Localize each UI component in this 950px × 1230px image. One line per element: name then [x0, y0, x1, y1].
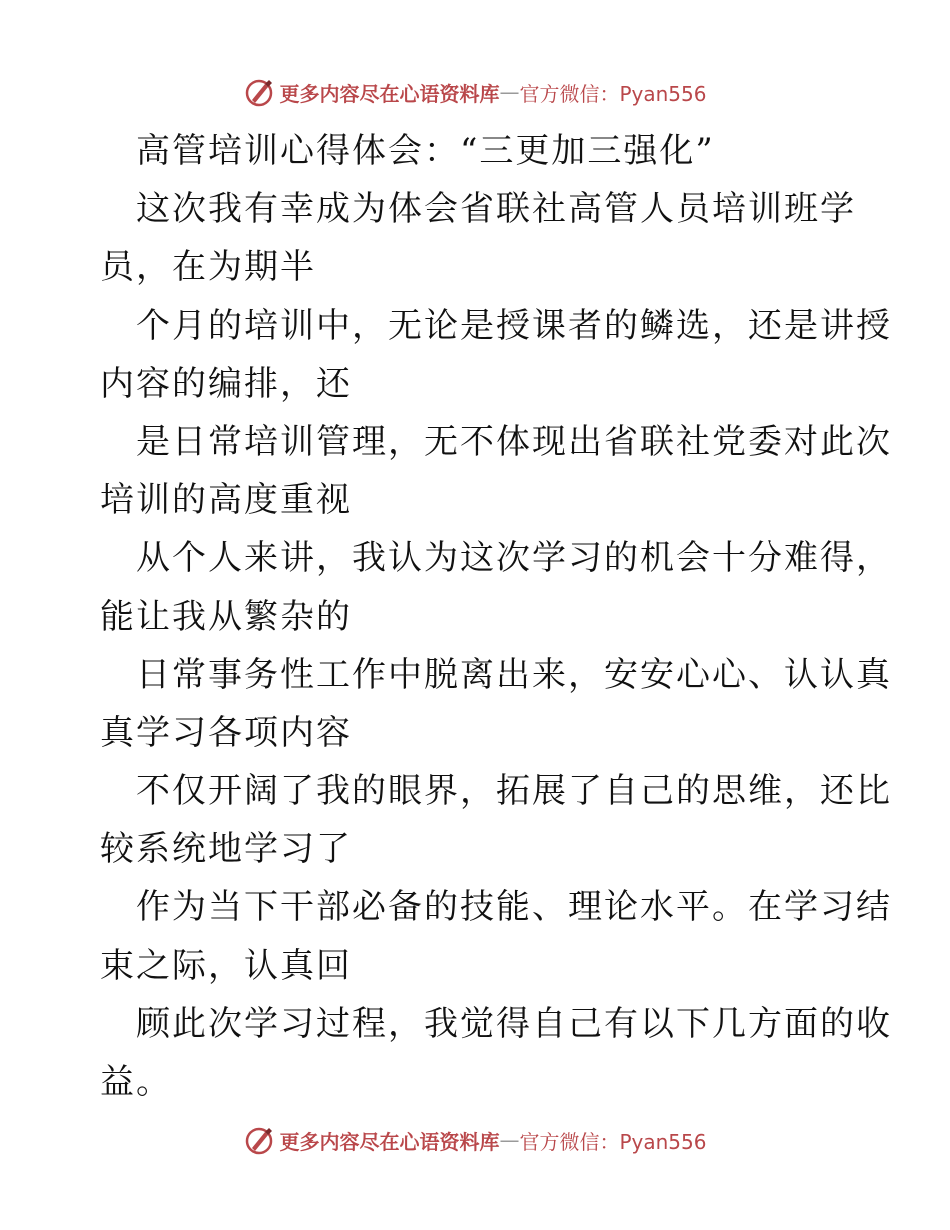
banner-separator: —: [499, 1128, 520, 1152]
header-banner: [0, 72, 950, 112]
body-line: 是日常培训管理，无不体现出省联社党委对此次: [136, 421, 892, 462]
document-body: [100, 122, 892, 1111]
wechat-text: 官方微信：Pyan556: [519, 1129, 707, 1154]
banner-separator: —: [499, 80, 520, 104]
body-line: 日常事务性工作中脱离出来，安安心心、认认真: [136, 654, 892, 695]
site-text: 更多内容尽在心语资料库: [279, 81, 500, 106]
document-title: 高管培训心得体会：“三更加三强化”: [136, 131, 715, 171]
body-line: 个月的培训中，无论是授课者的鳞选，还是讲授: [136, 305, 892, 346]
body-line: 作为当下干部必备的技能、理论水平。在学习结: [136, 887, 892, 928]
body-line: 从个人来讲，我认为这次学习的机会十分难得，: [136, 538, 892, 579]
body-line: 能让我从繁杂的: [100, 596, 352, 637]
body-line: 较系统地学习了: [100, 829, 352, 870]
pen-logo-icon: [243, 1124, 275, 1156]
body-line: 员，在为期半: [100, 247, 316, 288]
body-line: 这次我有幸成为体会省联社高管人员培训班学: [136, 189, 856, 230]
body-line: 培训的高度重视: [100, 480, 352, 521]
body-line: 真学习各项内容: [100, 712, 352, 753]
body-line: 不仅开阔了我的眼界，拓展了自己的思维，还比: [136, 771, 892, 812]
body-line: 顾此次学习过程，我觉得自己有以下几方面的收: [136, 1003, 892, 1044]
body-line: 益。: [100, 1062, 172, 1102]
pen-logo-icon: [243, 76, 275, 108]
body-line: 内容的编排，还: [100, 363, 352, 404]
wechat-text: 官方微信：Pyan556: [519, 81, 707, 106]
footer-banner: [0, 1120, 950, 1160]
site-text: 更多内容尽在心语资料库: [279, 1129, 500, 1154]
body-line: 束之际，认真回: [100, 945, 352, 986]
